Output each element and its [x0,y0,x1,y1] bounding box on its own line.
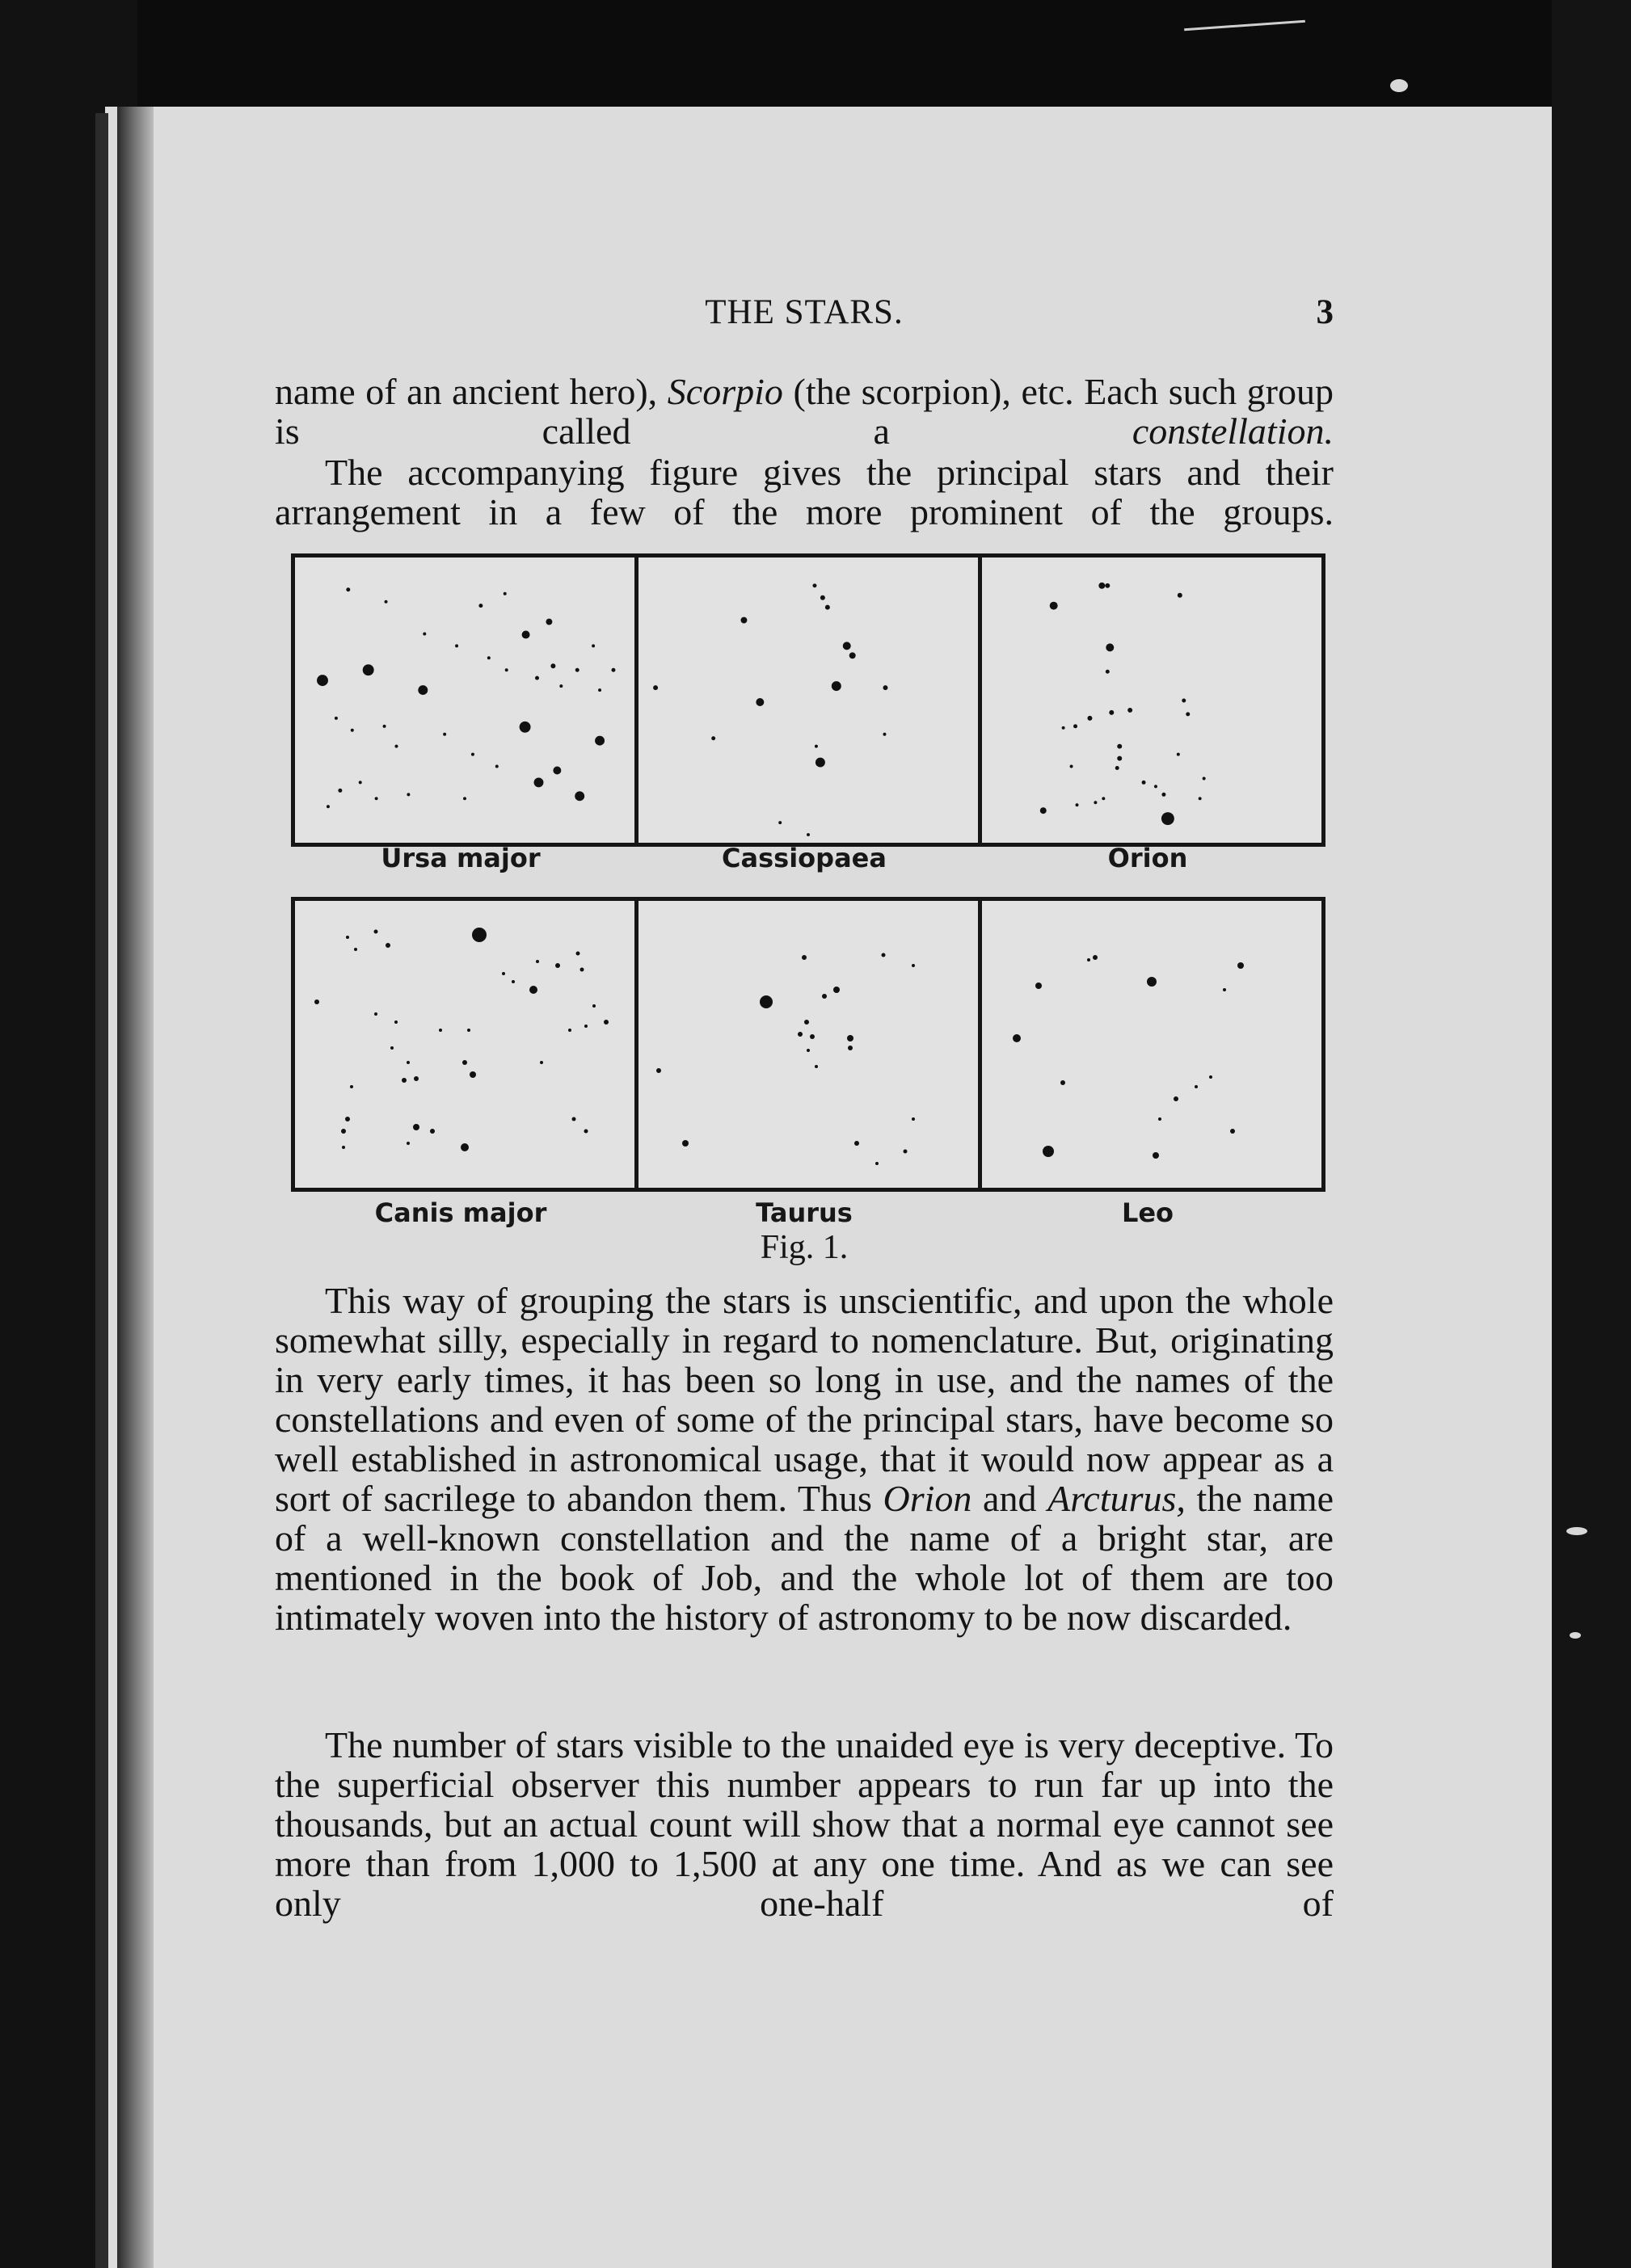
plate-orion [982,558,1321,843]
book-spine [117,107,154,2268]
star-map-ursa-major [295,558,634,843]
constellation-label: Orion [1107,843,1188,873]
plate-row-top [291,553,1325,847]
star [472,928,487,942]
text-run-italic: Arcturus, [1047,1478,1186,1519]
star [522,630,530,638]
star [1043,1146,1054,1157]
constellation-label: Taurus [756,1197,853,1228]
paragraph [275,372,1334,451]
page-header [275,292,1334,341]
star [1013,1034,1021,1042]
constellation-figure [291,553,1325,1244]
star [595,736,605,746]
text-run: (the scorpion), etc. Each such group is called a [275,371,1334,452]
star [740,617,747,624]
book-spine-shadow [95,113,108,2268]
constellation-label: Ursa major [381,843,541,873]
paragraph [275,1725,1334,1923]
text-run: This way of grouping the stars is unscientific, and upon the whole somewhat silly, especially in regard to nomenclature. But, originating in very early times, it has been so long in use, and the names of the constellations and even of some of the principal stars, have become so well established in astronomical usage, that it would now appear as a sort of sacrilege to abandon them. Thus [275,1280,1334,1519]
scan-artifact-dot [1566,1527,1587,1535]
text-run: The accompanying figure gives the principal stars and their arrangement in a few of the more prominent of the groups. [275,452,1334,532]
scan-artifact-dot [1390,79,1408,92]
star [575,791,584,801]
paragraph [275,1281,1334,1637]
star-map-taurus [638,901,978,1188]
star [317,675,328,686]
plate-leo [982,901,1321,1188]
star [1040,807,1047,814]
star [816,758,825,768]
star [418,685,428,695]
constellation-label: Cassiopaea [722,843,887,873]
star [553,767,561,775]
text-run: The number of stars visible to the unaided eye is very deceptive. To the superficial observer this number appears to run far up into the thousands, but an actual count will show that a normal eye cannot see more than from 1,000 to 1,500 at any one time. And as we can see only one-half of [275,1724,1334,1924]
plate-taurus [638,901,978,1188]
text-run-italic: Orion [883,1478,972,1519]
star [1106,643,1114,651]
star [1050,602,1058,610]
star [1161,812,1174,825]
star [756,698,764,706]
star-map-canis-major [295,901,634,1188]
plate-canis-major [295,901,634,1188]
text-run-italic: constellation. [1132,410,1334,452]
constellation-label: Leo [1121,1197,1174,1228]
star [529,986,537,994]
star [843,642,851,650]
star [832,681,841,691]
star-map-cassiopaea [638,558,978,843]
plate-ursa-major [295,558,634,843]
text-run: and [971,1478,1048,1519]
star-map-orion [982,558,1321,843]
text-run: the name of a well-known constellation and the name of a bright star, are mentioned in the book of Job, and the whole lot of them are too intimately woven into the history of astronomy to be now discarded. [275,1478,1334,1638]
star [1147,977,1157,987]
star [363,664,374,675]
scan-top-border [0,0,1631,113]
running-title: THE STARS. [705,293,904,331]
star [546,619,552,625]
plate-cassiopaea [638,558,978,843]
figure-caption: Fig. 1. [760,1229,849,1266]
page-number: 3 [1316,293,1334,331]
plate-row-bottom [291,897,1325,1192]
star-map-leo [982,901,1321,1188]
scan-artifact-dot [1570,1632,1581,1639]
star [461,1143,469,1151]
star [682,1140,689,1147]
paragraph [275,452,1334,532]
star [534,777,544,787]
star [760,995,773,1008]
scan-right-border [1552,0,1631,2268]
text-run-italic: Scorpio [667,371,783,412]
star [520,722,531,733]
text-run: name of an ancient hero), [275,371,668,412]
constellation-label: Canis major [374,1197,547,1228]
